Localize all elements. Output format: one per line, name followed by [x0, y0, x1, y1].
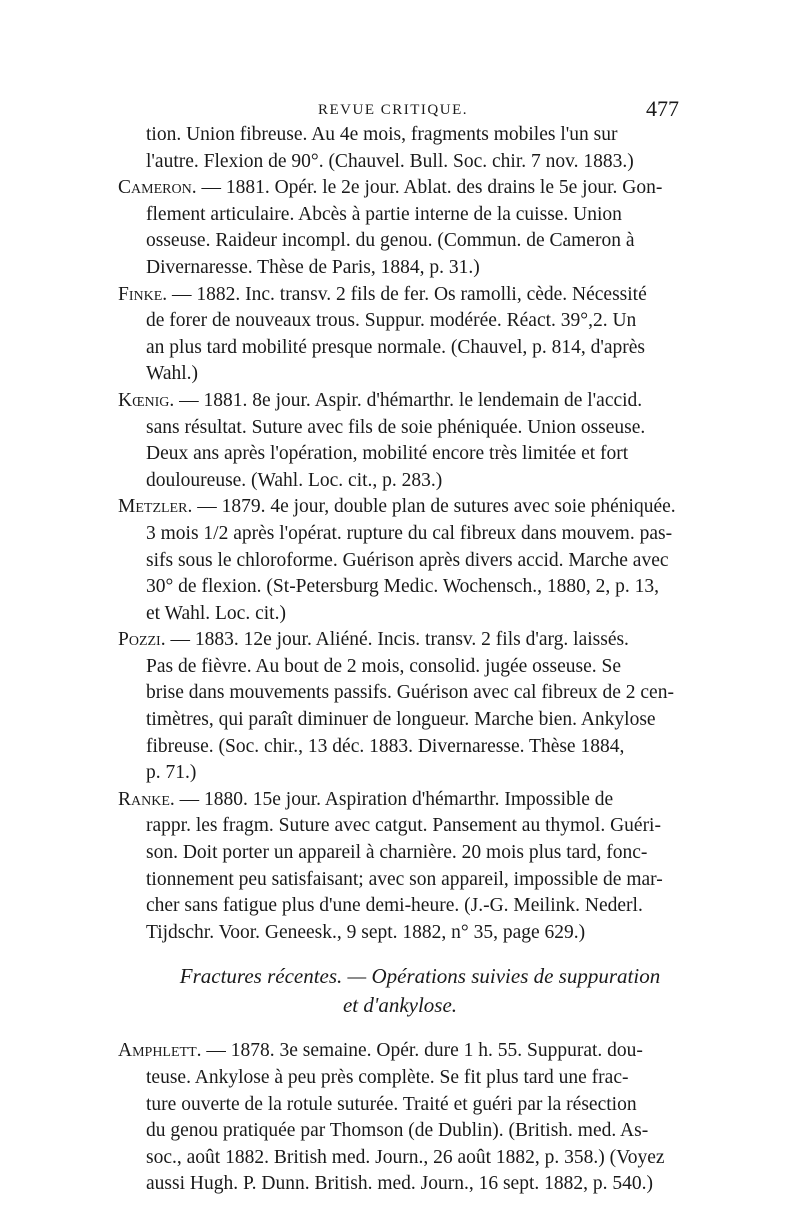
entry [0, 175, 800, 281]
entry-line-text: timètres, qui paraît diminuer de longueur. Marche bien. Ankylose [146, 709, 656, 731]
entry-line [0, 175, 800, 202]
entry-line [0, 707, 800, 734]
entry-line-text: . — 1879. 4e jour, double plan de sutures avec soie phéniquée. [187, 496, 676, 518]
entry [0, 282, 800, 388]
entry-line [0, 760, 800, 787]
entry-line-text: l'autre. Flexion de 90°. (Chauvel. Bull. Soc. chir. 7 nov. 1883.) [146, 150, 634, 172]
entry-line [0, 680, 800, 707]
entry-line [0, 468, 800, 495]
entry-line-text: 30° de flexion. (St-Petersburg Medic. Wochensch., 1880, 2, p. 13, [146, 576, 659, 598]
entry-line [0, 228, 800, 255]
entry-line [0, 308, 800, 335]
entry-line [0, 1065, 800, 1092]
entry-line [0, 494, 800, 521]
entry-line-text: tion. Union fibreuse. Au 4e mois, fragments mobiles l'un sur [146, 124, 618, 145]
entry-line [0, 867, 800, 894]
entry-line [0, 654, 800, 681]
entry-line-text: flement articulaire. Abcès à partie interne de la cuisse. Union [146, 203, 622, 225]
entry-author: Pozzi [118, 629, 161, 651]
entry-line [0, 1145, 800, 1172]
entry-line-text: Deux ans après l'opération, mobilité encore très limitée et fort [146, 443, 629, 465]
section-title [0, 962, 800, 1020]
entry-line-text: teuse. Ankylose à peu près complète. Se fit plus tard une frac- [146, 1067, 629, 1088]
running-head [0, 96, 800, 124]
entry-line [0, 1092, 800, 1119]
entry-line-text: Divernaresse. Thèse de Paris, 1884, p. 31.) [146, 256, 480, 278]
entry-line [0, 361, 800, 388]
entry-line-text: et Wahl. Loc. cit.) [146, 602, 286, 624]
entry-line-text: Tijdschr. Voor. Geneesk., 9 sept. 1882, n° 35, page 629.) [146, 921, 586, 943]
entry-line [0, 415, 800, 442]
entry-line-text: son. Doit porter un appareil à charnière. 20 mois plus tard, fonc- [146, 842, 648, 864]
entry-line [0, 920, 800, 947]
entries-block [0, 1038, 800, 1198]
page-number: 477 [646, 96, 679, 121]
entry [0, 122, 800, 175]
running-title: REVUE CRITIQUE. [318, 102, 468, 118]
entry-line-text: rappr. les fragm. Suture avec catgut. Pansement au thymol. Guéri- [146, 815, 661, 837]
entry-line [0, 1118, 800, 1145]
entry-line [0, 149, 800, 176]
entry-line-text: p. 71.) [146, 762, 197, 784]
entry-line [0, 787, 800, 814]
entry-author: Kœnig [118, 389, 170, 411]
entry-line [0, 1171, 800, 1198]
entry-line-text: soc., août 1882. British med. Journ., 26 août 1882, p. 358.) (Voyez [146, 1146, 665, 1168]
entry-line-text: du genou pratiquée par Thomson (de Dublin). (British. med. As- [146, 1120, 649, 1142]
entry-line-text: ture ouverte de la rotule suturée. Traité et guéri par la résection [146, 1093, 637, 1115]
entry-author: Cameron [118, 177, 192, 199]
entry-line [0, 388, 800, 415]
entry-line-text: . — 1881. 8e jour. Aspir. d'hémarthr. le lendemain de l'accid. [169, 389, 643, 411]
entry-author: Finke [118, 283, 163, 305]
entry-line-text: osseuse. Raideur incompl. du genou. (Commun. de Cameron à [146, 230, 635, 252]
entry-line-text: an plus tard mobilité presque normale. (Chauvel, p. 814, d'après [146, 336, 646, 358]
entry [0, 627, 800, 787]
entry-line-text: sans résultat. Suture avec fils de soie phéniquée. Union osseuse. [146, 416, 646, 438]
entry-line-text: . — 1883. 12e jour. Aliéné. Incis. transv. 2 fils d'arg. laissés. [160, 629, 629, 651]
entry-line [0, 255, 800, 282]
entry-line [0, 893, 800, 920]
entry-author: Metzler [118, 496, 188, 518]
entry-line [0, 813, 800, 840]
entry-line [0, 202, 800, 229]
entry-author: Amphlett [118, 1040, 197, 1062]
entry-line-text: Pas de fièvre. Au bout de 2 mois, consolid. jugée osseuse. Se [146, 655, 621, 677]
section-title-line: Fractures récentes. — Opérations suivies de suppuration [179, 964, 661, 989]
entry-line-text: tionnement peu satisfaisant; avec son appareil, impossible de mar- [146, 868, 663, 890]
entry-line [0, 574, 800, 601]
entry-line-text: sifs sous le chloroforme. Guérison après divers accid. Marche avec [146, 549, 669, 571]
entry-line-text: . — 1881. Opér. le 2e jour. Ablat. des drains le 5e jour. Gon- [191, 177, 663, 199]
entry-line [0, 734, 800, 761]
entry-line [0, 627, 800, 654]
entry-line [0, 840, 800, 867]
entry-line-text: . — 1882. Inc. transv. 2 fils de fer. Os ramolli, cède. Nécessité [162, 283, 647, 305]
entry-author: Ranke [118, 788, 170, 810]
entry-line-text: 3 mois 1/2 après l'opérat. rupture du cal fibreux dans mouvem. pas- [146, 522, 673, 544]
entry-line [0, 441, 800, 468]
entry-line-text: . — 1878. 3e semaine. Opér. dure 1 h. 55. Suppurat. dou- [196, 1040, 643, 1062]
entry-line-text: brise dans mouvements passifs. Guérison avec cal fibreux de 2 cen- [146, 682, 674, 704]
entry-line [0, 521, 800, 548]
entry [0, 388, 800, 494]
entry-line-text: aussi Hugh. P. Dunn. British. med. Journ., 16 sept. 1882, p. 540.) [146, 1173, 653, 1195]
entry-line [0, 1038, 800, 1065]
entry-line [0, 601, 800, 628]
entry [0, 1038, 800, 1198]
entries-block [0, 122, 800, 946]
entry [0, 494, 800, 627]
entry-line-text: . — 1880. 15e jour. Aspiration d'hémarthr. Impossible de [169, 788, 614, 810]
entry-line [0, 548, 800, 575]
entry-line-text: cher sans fatigue plus d'une demi-heure. (J.-G. Meilink. Nederl. [146, 895, 643, 917]
section-title-line: et d'ankylose. [342, 993, 458, 1018]
entry [0, 787, 800, 947]
entry-line-text: Wahl.) [146, 363, 199, 385]
body-text [0, 122, 800, 1198]
entry-line [0, 282, 800, 309]
entry-line [0, 122, 800, 149]
entry-line-text: de forer de nouveaux trous. Suppur. modérée. Réact. 39°,2. Un [146, 310, 637, 332]
entry-line-text: fibreuse. (Soc. chir., 13 déc. 1883. Divernaresse. Thèse 1884, [146, 735, 625, 757]
entry-line [0, 335, 800, 362]
entry-line-text: douloureuse. (Wahl. Loc. cit., p. 283.) [146, 469, 443, 491]
